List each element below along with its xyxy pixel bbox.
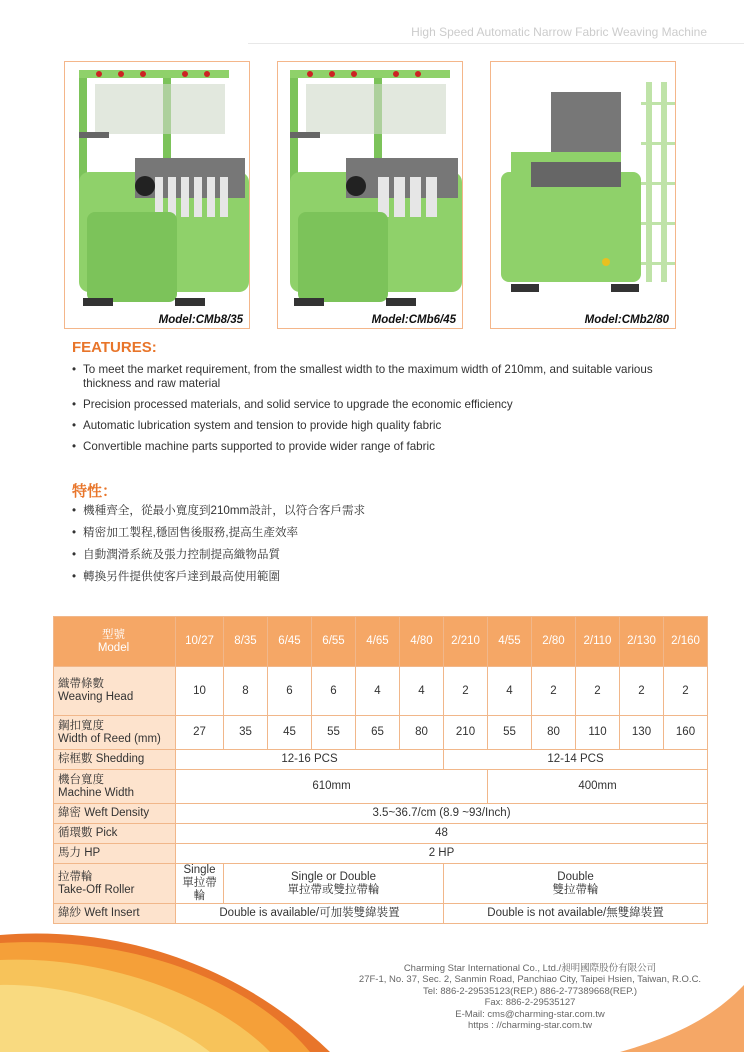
table-cell: 2 bbox=[576, 667, 620, 716]
pick-label: 循環數 Pick bbox=[54, 824, 176, 844]
company-name: Charming Star International Co., Ltd./昶明國際股份有限公司 bbox=[403, 963, 657, 974]
table-cell: 6 bbox=[312, 667, 356, 716]
machine-photo-cmb2-80 bbox=[490, 61, 676, 329]
table-cell: 55 bbox=[488, 716, 532, 750]
model-cell: 4/55 bbox=[488, 617, 532, 667]
table-cell: 80 bbox=[532, 716, 576, 750]
table-cell: 130 bbox=[620, 716, 664, 750]
features-zh-list bbox=[72, 504, 365, 584]
table-cell: 3.5~36.7/cm (8.9 ~93/Inch) bbox=[176, 804, 708, 824]
model-cell: 2/160 bbox=[664, 617, 708, 667]
features-zh-title: 特性： bbox=[72, 483, 118, 500]
photo-caption: Model:CMb2/80 bbox=[584, 314, 669, 326]
feature-zh-item: • 精密加工製程,穩固售後服務,提高生產效率 bbox=[72, 526, 365, 540]
feature-item: • Convertible machine parts supported to provide wider range of fabric bbox=[72, 440, 653, 454]
spec-table bbox=[53, 616, 708, 924]
model-cell: 4/65 bbox=[356, 617, 400, 667]
machine-width-label: 機台寬度 Machine Width bbox=[54, 770, 176, 804]
weaving-machine-illustration bbox=[65, 62, 250, 329]
machine-photo-cmb6-45 bbox=[277, 61, 463, 329]
table-cell: 400mm bbox=[488, 770, 708, 804]
table-cell: 12-16 PCS bbox=[176, 750, 444, 770]
hp-label: 馬力 HP bbox=[54, 844, 176, 864]
features-title: FEATURES: bbox=[72, 339, 157, 356]
weaving-head-label: 織帶條數 Weaving Head bbox=[54, 667, 176, 716]
table-cell: 610mm bbox=[176, 770, 488, 804]
model-header-row bbox=[54, 617, 708, 667]
model-cell: 8/35 bbox=[224, 617, 268, 667]
model-cell: 2/210 bbox=[444, 617, 488, 667]
table-cell: 35 bbox=[224, 716, 268, 750]
takeoff-row bbox=[54, 864, 708, 904]
table-cell: 160 bbox=[664, 716, 708, 750]
weft-density-label: 緯密 Weft Density bbox=[54, 804, 176, 824]
header-divider bbox=[248, 43, 744, 44]
model-cell: 10/27 bbox=[176, 617, 224, 667]
weaving-machine-illustration bbox=[278, 62, 463, 329]
shedding-row bbox=[54, 750, 708, 770]
feature-zh-item: • 自動潤滑系統及張力控制提高織物品質 bbox=[72, 548, 365, 562]
company-fax: Fax: 886-2-29535127 bbox=[484, 997, 576, 1009]
table-cell: Single or Double 單拉帶或雙拉帶輪 bbox=[224, 864, 444, 904]
table-cell: 2 HP bbox=[176, 844, 708, 864]
table-cell: 2 bbox=[620, 667, 664, 716]
table-cell: 65 bbox=[356, 716, 400, 750]
model-cell: 6/55 bbox=[312, 617, 356, 667]
model-cell: 2/80 bbox=[532, 617, 576, 667]
weft-insert-label: 緯紗 Weft Insert bbox=[54, 904, 176, 924]
table-cell: 2 bbox=[532, 667, 576, 716]
feature-item: • Automatic lubrication system and tension to provide high quality fabric bbox=[72, 419, 653, 433]
table-cell: Double is not available/無雙緯裝置 bbox=[444, 904, 708, 924]
table-cell: 48 bbox=[176, 824, 708, 844]
photo-caption: Model:CMb6/45 bbox=[371, 314, 456, 326]
table-cell: 8 bbox=[224, 667, 268, 716]
machine-width-row bbox=[54, 770, 708, 804]
table-cell: 210 bbox=[444, 716, 488, 750]
machine-photo-cmb8-35 bbox=[64, 61, 250, 329]
company-email[interactable]: E-Mail: cms@charming-star.com.tw bbox=[455, 1008, 605, 1020]
photo-caption: Model:CMb8/35 bbox=[158, 314, 243, 326]
table-cell: 4 bbox=[488, 667, 532, 716]
company-footer bbox=[330, 963, 730, 1031]
model-label: 型號 Model bbox=[54, 617, 176, 667]
table-cell: 10 bbox=[176, 667, 224, 716]
table-cell: Single 單拉帶輪 bbox=[176, 864, 224, 904]
table-cell: 12-14 PCS bbox=[444, 750, 708, 770]
feature-zh-item: • 轉換另件提供使客戶達到最高使用範圍 bbox=[72, 570, 365, 584]
weaving-machine-illustration bbox=[491, 62, 676, 329]
feature-item: • Precision processed materials, and solid service to upgrade the economic efficiency bbox=[72, 398, 653, 412]
reed-width-row bbox=[54, 716, 708, 750]
company-address: 27F-1, No. 37, Sec. 2, Sanmin Road, Panchiao City, Taipei Hsien, Taiwan, R.O.C. bbox=[358, 974, 702, 986]
takeoff-label: 拉帶輪 Take-Off Roller bbox=[54, 864, 176, 904]
pick-row bbox=[54, 824, 708, 844]
table-cell: Double is available/可加裝雙緯裝置 bbox=[176, 904, 444, 924]
table-cell: 55 bbox=[312, 716, 356, 750]
feature-zh-item: • 機種齊全，從最小寬度到210mm設計，以符合客戶需求 bbox=[72, 504, 365, 518]
table-cell: 27 bbox=[176, 716, 224, 750]
weft-density-row bbox=[54, 804, 708, 824]
table-cell: 80 bbox=[400, 716, 444, 750]
features-list bbox=[72, 363, 653, 454]
table-cell: 2 bbox=[664, 667, 708, 716]
hp-row bbox=[54, 844, 708, 864]
company-tel: Tel: 886-2-29535123(REP.) 886-2-77389668(REP.) bbox=[422, 985, 638, 997]
weft-insert-row bbox=[54, 904, 708, 924]
model-cell: 4/80 bbox=[400, 617, 444, 667]
table-cell: 6 bbox=[268, 667, 312, 716]
weaving-head-row bbox=[54, 667, 708, 716]
reed-width-label: 鋼扣寬度 Width of Reed (mm) bbox=[54, 716, 176, 750]
table-cell: Double 雙拉帶輪 bbox=[444, 864, 708, 904]
shedding-label: 棕框數 Shedding bbox=[54, 750, 176, 770]
table-cell: 45 bbox=[268, 716, 312, 750]
table-cell: 2 bbox=[444, 667, 488, 716]
company-website[interactable]: https : //charming-star.com.tw bbox=[467, 1020, 593, 1032]
page-header-title: High Speed Automatic Narrow Fabric Weaving Machine bbox=[411, 25, 707, 39]
table-cell: 4 bbox=[400, 667, 444, 716]
model-cell: 2/110 bbox=[576, 617, 620, 667]
model-cell: 6/45 bbox=[268, 617, 312, 667]
table-cell: 110 bbox=[576, 716, 620, 750]
table-cell: 4 bbox=[356, 667, 400, 716]
feature-item: • To meet the market requirement, from the smallest width to the maximum width of 210mm, and suitable various thickness and raw material bbox=[72, 363, 653, 391]
model-cell: 2/130 bbox=[620, 617, 664, 667]
